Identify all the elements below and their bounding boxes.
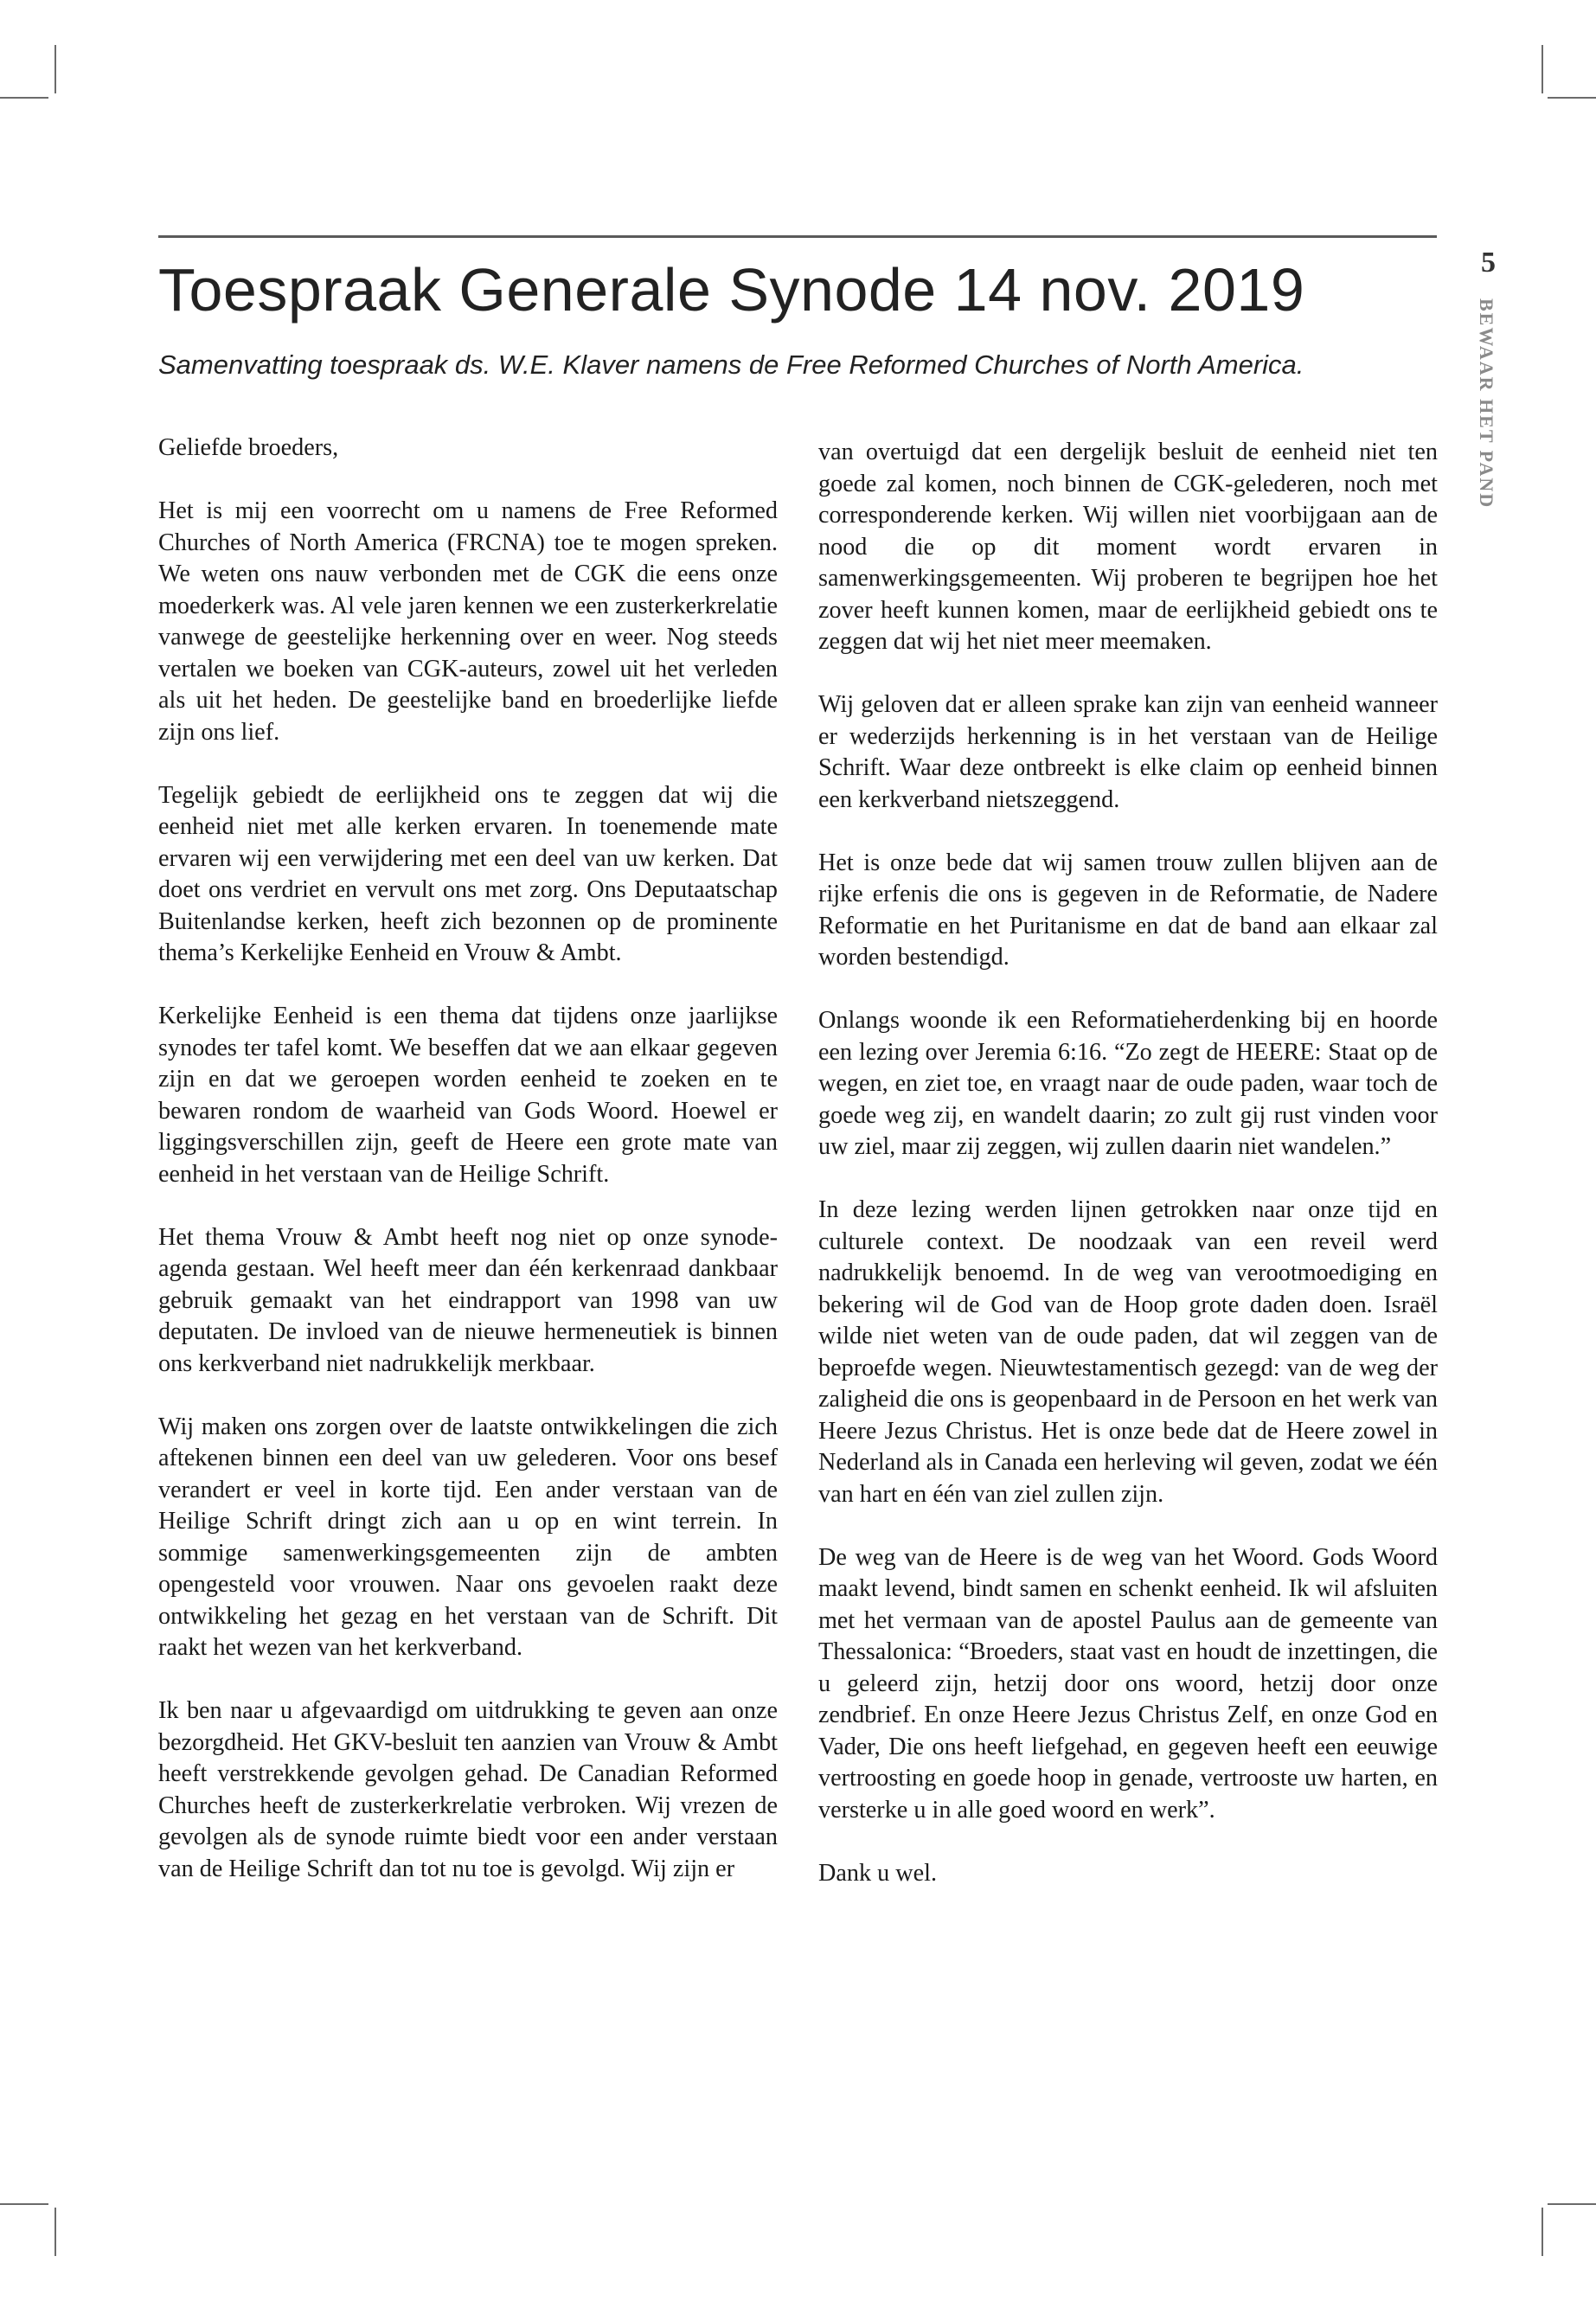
crop-mark-bottom-left-horizontal	[0, 2203, 48, 2205]
header-rule	[158, 235, 1437, 238]
salutation: Geliefde broeders,	[158, 434, 339, 461]
right-column	[818, 437, 1438, 1889]
crop-mark-bottom-left-vertical	[54, 2208, 56, 2256]
paragraph: van overtuigd dat een dergelijk besluit de eenheid niet ten goede zal komen, noch binnen de CGK-gelederen, noch met corresponderende kerken. Wij willen niet voorbijgaan aan de nood die op dit moment wordt ervaren in samenwerkingsgemeenten. Wij proberen te begrijpen hoe het zover heeft kunnen komen, maar de eerlijkheid gebiedt ons te zeggen dat wij het niet meer meemaken.	[818, 439, 1438, 655]
paragraph: Wij maken ons zorgen over de laatste ontwikkelingen die zich aftekenen binnen een deel van uw gelederen. Voor ons besef verandert er veel in korte tijd. Een ander verstaan van de Heilige Schrift dringt zich aan u op en wint terrein. In sommige samenwerkingsgemeenten zijn de ambten opengesteld voor vrouwen. Naar ons gevoelen raakt deze ontwikkeling het gezag en het verstaan van de Schrift. Dit raakt het wezen van het kerkverband.	[158, 1413, 778, 1661]
article-subtitle: Samenvatting toespraak ds. W.E. Klaver namens de Free Reformed Churches of North America.	[158, 349, 1304, 380]
left-column	[158, 433, 778, 1885]
paragraph: In deze lezing werden lijnen getrokken naar onze tijd en culturele context. De noodzaak van een reveil werd nadrukkelijk benoemd. In de weg van verootmoediging en bekering wil de God van de Hoop grote daden doen. Israël wilde niet weten van de oude paden, dat wil zeggen van de beproefde wegen. Nieuwtestamentisch gezegd: van de weg der zaligheid die ons is geopenbaard in de Persoon en het werk van Heere Jezus Christus. Het is onze bede dat de Heere zowel in Nederland als in Canada een herleving wil geven, zodat we één van hart en één van ziel zullen zijn.	[818, 1196, 1438, 1508]
closing: Dank u wel.	[818, 1859, 937, 1887]
paragraph: Onlangs woonde ik een Reformatieherdenking bij en hoorde een lezing over Jeremia 6:16. “Zo zegt de HEERE: Staat op de wegen, en ziet toe, en vraagt naar de oude paden, waar toch de goede weg zij, en wandelt daarin; zo zult gij rust vinden voor uw ziel, maar zij zeggen, wij zullen daarin niet wandelen.”	[818, 1007, 1438, 1160]
crop-mark-bottom-right-horizontal	[1548, 2203, 1596, 2205]
crop-mark-top-left-horizontal	[0, 97, 48, 99]
paragraph: Het is onze bede dat wij samen trouw zullen blijven aan de rijke erfenis die ons is gegeven in de Reformatie, de Nadere Reformatie en het Puritanisme en dat de band aan elkaar zal worden bestendigd.	[818, 849, 1438, 971]
crop-mark-top-right-vertical	[1542, 45, 1543, 93]
paragraph: Tegelijk gebiedt de eerlijkheid ons te zeggen dat wij die eenheid niet met alle kerken ervaren. In toenemende mate ervaren wij een verwijdering met een deel van uw kerken. Dat doet ons verdriet en vervult ons met zorg. Ons Deputaatschap Buitenlandse kerken, heeft zich bezonnen op de prominente thema’s Kerkelijke Eenheid en Vrouw & Ambt.	[158, 781, 778, 966]
paragraph: Het is mij een voorrecht om u namens de Free Reformed Churches of North America (FRCNA) toe te mogen spreken. We weten ons nauw verbonden met de CGK die eens onze moederkerk was. Al vele jaren kennen we een zusterkerkrelatie vanwege de geestelijke herkenning over en weer. Nog steeds vertalen we boeken van CGK-auteurs, zowel uit het verleden als uit het heden. De geestelijke band en broederlijke liefde zijn ons lief.	[158, 497, 778, 746]
page-number: 5	[1481, 247, 1496, 279]
paragraph: De weg van de Heere is de weg van het Woord. Gods Woord maakt levend, bindt samen en schenkt eenheid. Ik wil afsluiten met het vermaan van de apostel Paulus aan de gemeente van Thessalonica: “Broeders, staat vast en houdt de inzettingen, die u geleerd zijn, hetzij door ons woord, hetzij door onze zendbrief. En onze Heere Jezus Christus Zelf, en onze God en Vader, Die ons heeft liefgehad, en gegeven heeft een eeuwige vertroosting en goede hoop in genade, vertrooste uw harten, en versterke u in alle goed woord en werk”.	[818, 1543, 1438, 1823]
article-title: Toespraak Generale Synode 14 nov. 2019	[158, 256, 1305, 324]
running-head: BEWAAR HET PAND	[1476, 298, 1497, 510]
crop-mark-top-right-horizontal	[1548, 97, 1596, 99]
paragraph: Kerkelijke Eenheid is een thema dat tijdens onze jaarlijkse synodes ter tafel komt. We beseffen dat we aan elkaar gegeven zijn en dat we geroepen worden eenheid te zoeken en te bewaren rondom de waarheid van Gods Woord. Hoewel er liggingsverschillen zijn, geeft de Heere een grote mate van eenheid in het verstaan van de Heilige Schrift.	[158, 1003, 778, 1188]
crop-mark-bottom-right-vertical	[1542, 2208, 1543, 2256]
paragraph: Het thema Vrouw & Ambt heeft nog niet op onze synode-agenda gestaan. Wel heeft meer dan één kerkenraad dankbaar gebruik gemaakt van het eindrapport van 1998 van uw deputaten. De invloed van de nieuwe hermeneutiek is binnen ons kerkverband niet nadrukkelijk merkbaar.	[158, 1223, 778, 1377]
paragraph: Wij geloven dat er alleen sprake kan zijn van eenheid wanneer er wederzijds herkenning is in het verstaan van de Heilige Schrift. Waar deze ontbreekt is elke claim op eenheid binnen een kerkverband nietszeggend.	[818, 691, 1438, 813]
crop-mark-top-left-vertical	[54, 45, 56, 93]
paragraph: Ik ben naar u afgevaardigd om uitdrukking te geven aan onze bezorgdheid. Het GKV-besluit ten aanzien van Vrouw & Ambt heeft verstrekkende gevolgen gehad. De Canadian Reformed Churches heeft de zusterkerkrelatie verbroken. Wij vrezen de gevolgen als de synode ruimte biedt voor een ander verstaan van de Heilige Schrift dan tot nu toe is gevolgd. Wij zijn er	[158, 1697, 778, 1882]
